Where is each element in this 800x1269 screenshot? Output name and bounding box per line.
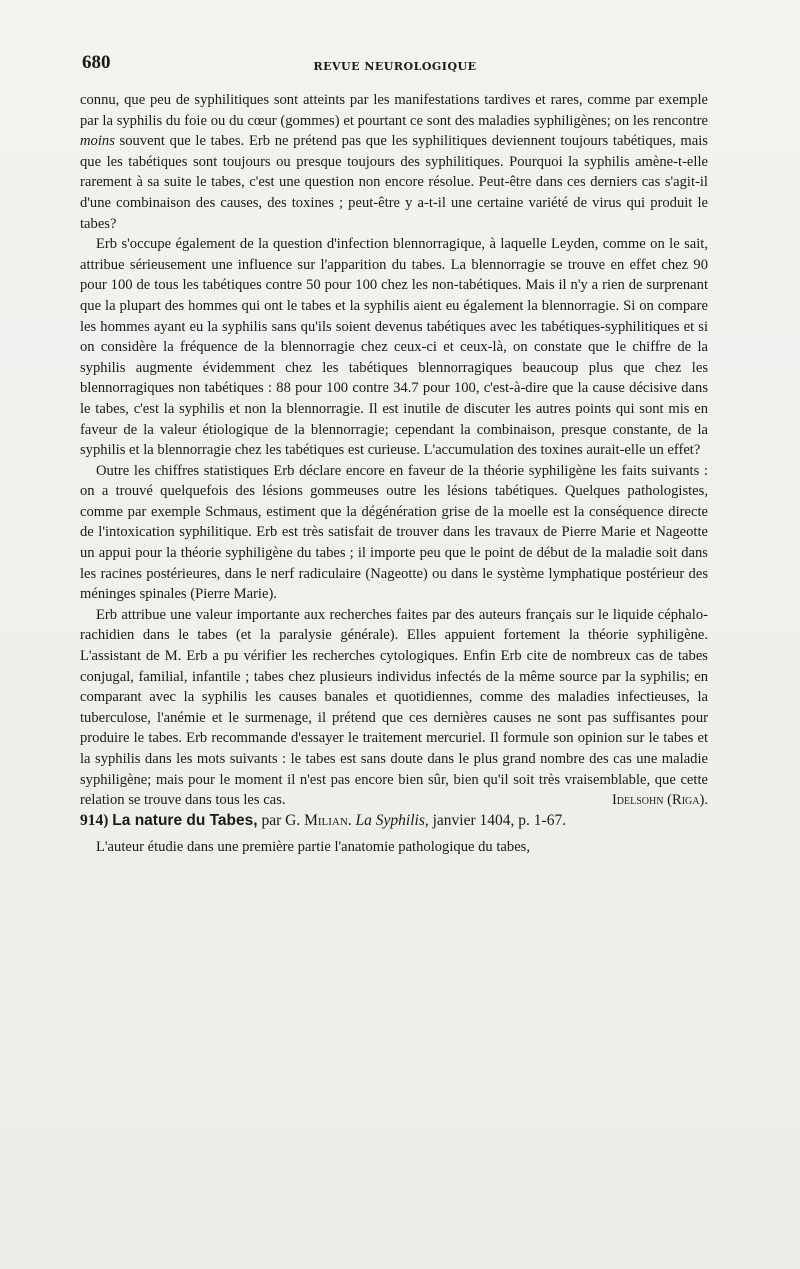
paragraph bbox=[80, 90, 708, 234]
paragraph: Erb s'occupe également de la question d'infection blennorragique, à laquelle Leyden, comme on le sait, attribue sérieusement une influence sur l'apparition du tabes. La blennorragie se trouve en effet chez 90 pour 100 de tous les tabétiques contre 50 pour 100 chez les non-tabétiques. Mais il n'y a rien de surprenant que la plupart des hommes qui ont le tabes et la syphilis aient eu également la blennorragie. Si on compare les hommes ayant eu la syphilis sans qu'ils soient devenus tabétiques avec les tabétiques-syphilitiques et si on considère la fréquence de la blennorragie chez ceux-ci et ceux-là, on constate que le chiffre de la syphilis augmente évidemment chez les tabétiques blennorragiques beaucoup plus que chez les blennorragiques non tabétiques : 88 pour 100 contre 34.7 pour 100, c'est-à-dire que la cause décisive dans le tabes, c'est la syphilis et non la blennorragie. Il est inutile de discuter les autres points qui sont mis en faveur de la valeur étiologique de la blennorragie; cependant la combinaison, presque constante, de la syphilis et la blennorragie chez les tabétiques est curieuse. L'accumulation des toxines aurait-elle un effet? bbox=[80, 236, 708, 459]
paragraph: Outre les chiffres statistiques Erb déclare encore en faveur de la théorie syphiligène les faits suivants : on a trouvé quelquefois des lésions gommeuses outre les lésions tabétiques. Quelques pathologistes, comme par exemple Schmaus, estiment que la dégénération grise de la moelle est la conséquence directe de l'intoxication syphilitique. Erb est très satisfait de trouver dans les travaux de Pierre Marie et Nageotte un appui pour la théorie syphiligène du tabes ; il importe peu que le point de début de la maladie soit dans les racines postérieures, dans le nerf radiculaire (Nageotte) ou dans le système lymphatique postérieur des méninges spinales (Pierre Marie). bbox=[80, 462, 708, 603]
entry-author: G. Milian. bbox=[285, 811, 352, 829]
reviewer-signature: Idelsohn (Riga). bbox=[611, 792, 708, 809]
entry-journal: La Syphilis, bbox=[355, 811, 429, 829]
paragraph-text: connu, que peu de syphilitiques sont atteints par les manifestations tardives et rares, comme par exemple par la syphilis du foie ou du cœur (gommes) et pourtant ce sont des maladies syphiligènes; on les rencontre bbox=[80, 92, 708, 129]
entry-title: La nature du Tabes, bbox=[112, 811, 258, 829]
paragraph-text: Erb attribue une valeur importante aux recherches faites par des auteurs français sur le liquide céphalo-rachidien dans le tabes (et la paralysie générale). Elles appuient fortement la théorie syphiligène. L'assistant de M. Erb a pu vérifier les recherches cytologiques. Enfin Erb cite de nombreux cas de tabes conjugal, familial, infantile ; tabes chez plusieurs individus infectés de la même source par la syphilis; en comparant avec la syphilis les causes banales et quotidiennes, comme des maladies infectieuses, la tuberculose, l'anémie et le surmenage, il prétend que ces dernières causes ne sont pas suffisantes pour produire le tabes. Erb recommande d'essayer le traitement mercuriel. Il formule son opinion sur le tabes et la syphilis dans les mots suivants : le tabes est sans doute dans le plus grand nombre des cas une maladie syphiligène; mais pour le moment il n'est pas encore bien sûr, bien qu'il soit très vraisemblable, que cette relation se trouve dans tous les cas. bbox=[80, 606, 708, 809]
emphasis-text: moins bbox=[80, 133, 115, 150]
entry-citation: janvier 1404, p. 1-67. bbox=[432, 811, 567, 829]
page-number: 680 bbox=[82, 52, 111, 73]
entry-heading bbox=[80, 811, 708, 832]
paragraph: L'auteur étudie dans une première partie l'anatomie pathologique du tabes, bbox=[96, 839, 530, 856]
article-body bbox=[80, 90, 708, 858]
paragraph bbox=[80, 605, 708, 811]
paragraph-text: souvent que le tabes. Erb ne prétend pas que les syphilitiques deviennent toujours tabétiques, mais que les tabétiques sont toujours ou presque toujours des syphilitiques. Pourquoi la syphilis amène-t-elle rarement à sa suite le tabes, c'est une question non encore résolue. Peut-être dans ces derniers cas s'agit-il d'une combinaison des causes, des toxines ; peut-être y a-t-il une certaine variété de virus qui produit le tabes? bbox=[80, 133, 708, 232]
entry-by: par bbox=[261, 811, 282, 829]
entry-number: 914) bbox=[80, 811, 109, 829]
running-title: REVUE NEUROLOGIQUE bbox=[313, 60, 477, 73]
page-header bbox=[82, 48, 708, 78]
